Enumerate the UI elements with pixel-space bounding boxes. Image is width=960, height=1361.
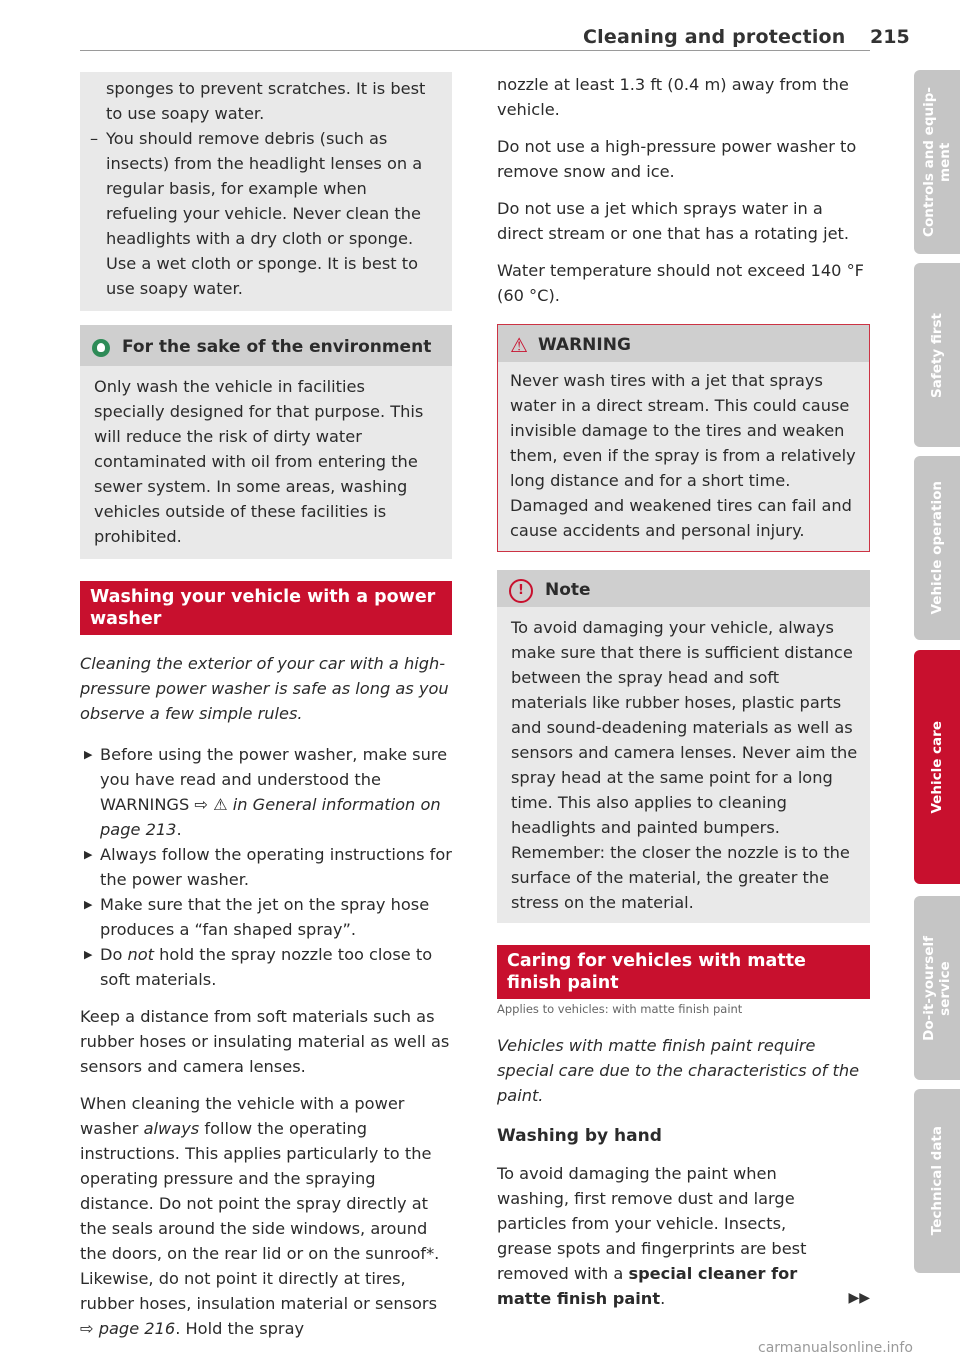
note-body: To avoid damaging your vehicle, always make sure that there is sufficient distance between the spray head and soft materials like rubber hoses, plastic parts and sound-deadening materials as well as sensors and camera lenses. Never aim the spray head at the same point for a long time. This also applies to cleaning headlights and painted bumpers. Remember: the closer the nozzle is to the surface of the material, the greater the stress on the material. — [497, 607, 870, 923]
tab-controls-and-equipment[interactable] — [914, 70, 960, 254]
tab-safety-first[interactable] — [914, 263, 960, 447]
bullet-arrow-icon: ▶ — [84, 748, 93, 761]
paragraph-emphasis: always — [143, 1119, 200, 1138]
section-title-matte-paint: Caring for vehicles with matte finish paint — [497, 945, 870, 999]
section-intro: Cleaning the exterior of your car with a high-pressure power washer is safe as long as you observe a few simple rules. — [80, 654, 449, 723]
warning-triangle-icon: ⚠ — [510, 333, 528, 357]
paragraph-text: To avoid damaging the paint when washing, first remove dust and large particles from your vehicle. Insects, grease spots and fingerprints are best removed with a — [497, 1164, 807, 1283]
paragraph-text: . — [660, 1289, 666, 1308]
bullet-ref-link[interactable]: in General information on page 213 — [100, 795, 441, 839]
list-item — [80, 742, 452, 842]
headlight-cleaning-box — [80, 72, 452, 311]
tab-vehicle-care[interactable] — [914, 650, 960, 884]
paragraph-instructions — [80, 1091, 452, 1341]
environment-title: For the sake of the environment — [122, 337, 432, 357]
warning-title: WARNING — [537, 335, 631, 355]
bullet-text: Do — [100, 945, 128, 964]
tab-label: Safety first — [929, 312, 945, 398]
tab-label: Technical data — [929, 1126, 945, 1236]
paragraph-snow: Do not use a high-pressure power washer to remove snow and ice. — [497, 137, 857, 181]
bullet-arrow-icon: ▶ — [84, 898, 93, 911]
tab-do-it-yourself-service[interactable] — [914, 896, 960, 1080]
subheading-washing-by-hand: Washing by hand — [497, 1126, 662, 1146]
bullet-text-end: . — [176, 820, 182, 839]
paragraph-jet: Do not use a jet which sprays water in a direct stream or one that has a rotating jet. — [497, 199, 850, 243]
bullet-text: Make sure that the jet on the spray hose produces a “fan shaped spray”. — [100, 895, 430, 939]
paragraph-distance — [80, 1004, 452, 1079]
paragraph-text: Keep a distance from soft materials such as rubber hoses or insulating material as well as sensors and camera lenses. — [80, 1007, 450, 1076]
tab-vehicle-operation[interactable] — [914, 456, 960, 640]
paragraph-nozzle: nozzle at least 1.3 ft (0.4 m) away from the vehicle. — [497, 75, 849, 119]
bullet-arrow-icon: ▶ — [84, 948, 93, 961]
environment-text: Only wash the vehicle in facilities specially designed for that purpose. This will reduce the risk of dirty water contaminated with oil from entering the sewer system. In some areas, washing vehicles outside of these facilities is prohibited. — [94, 377, 424, 546]
warning-heading — [498, 325, 869, 362]
dash-marker: – — [90, 129, 99, 148]
tab-label: Do-it-yourself service — [921, 935, 953, 1041]
matte-intro: Vehicles with matte finish paint require special care due to the characteristics of the paint. — [497, 1036, 860, 1105]
paragraph-text: follow the operating instructions. This applies particularly to the operating pressure and the spraying distance. Do not point the spray directly at the seals around the side windows, around the doors, on the rear lid or on the sunroof*. Likewise, do not point it directly at tires, rubber hoses, insulation material or sensors ⇨ — [80, 1119, 440, 1338]
tab-label: Vehicle operation — [929, 481, 945, 615]
bullet-text-end: hold the spray nozzle too close to soft materials. — [100, 945, 433, 989]
paragraph-bold: special cleaner for matte finish paint — [497, 1264, 798, 1308]
box-lead-text: sponges to prevent scratches. It is best to use soapy water. — [106, 79, 426, 123]
list-item — [80, 842, 452, 892]
page-ref-link[interactable]: page 216 — [98, 1319, 176, 1338]
box-dash-item — [90, 126, 442, 301]
bullet-arrow-icon: ▶ — [84, 848, 93, 861]
note-title: Note — [545, 580, 591, 600]
warning-box — [497, 324, 870, 552]
tab-technical-data[interactable] — [914, 1089, 960, 1273]
paragraph-text: . Hold the spray — [175, 1319, 305, 1338]
list-item — [80, 942, 452, 992]
box-dash-text: You should remove debris (such as insects) from the headlight lenses on a regular basis, for example when refueling your vehicle. Never clean the headlights with a dry cloth or sponge. Use a wet cloth or sponge. It is best to use soapy water. — [106, 129, 423, 298]
page-number: 215 — [870, 26, 910, 48]
warning-body: Never wash tires with a jet that sprays water in a direct stream. This could cause invisible damage to the tires and weaken them, even if the spray is from a relatively long distance and for a short time. Damaged and weakened tires can fail and cause accidents and personal injury. — [498, 362, 869, 551]
header-rule — [80, 50, 870, 51]
paragraph-temperature: Water temperature should not exceed 140 °F (60 °C). — [497, 261, 864, 305]
environment-heading — [80, 325, 452, 366]
environment-box — [80, 366, 452, 559]
right-column — [497, 72, 870, 1311]
left-column — [80, 72, 452, 1341]
continue-arrow-icon: ▶▶ — [848, 1290, 870, 1306]
bullet-text: Before using the power washer, make sure you have read and understood the WARNINGS ⇨ ⚠ — [100, 745, 448, 814]
list-item — [80, 892, 452, 942]
header-title: Cleaning and protection — [583, 26, 846, 48]
watermark: carmanualsonline.info — [758, 1340, 913, 1356]
bullet-text: Always follow the operating instructions for the power washer. — [100, 845, 452, 889]
note-exclamation-icon: ! — [509, 579, 533, 603]
bullet-list — [80, 742, 452, 992]
applies-to-note: Applies to vehicles: with matte finish paint — [497, 1002, 743, 1016]
tab-label: Vehicle care — [929, 720, 945, 814]
bullet-emphasis: not — [127, 945, 155, 964]
note-heading — [497, 570, 870, 607]
section-title-power-washer: Washing your vehicle with a power washer — [80, 581, 452, 635]
tab-label: Controls and equip- ment — [921, 87, 953, 237]
paragraph-hand-wash — [497, 1161, 870, 1311]
paragraph-text: When cleaning the vehicle with a power washer — [80, 1094, 405, 1138]
environment-icon — [92, 339, 110, 357]
